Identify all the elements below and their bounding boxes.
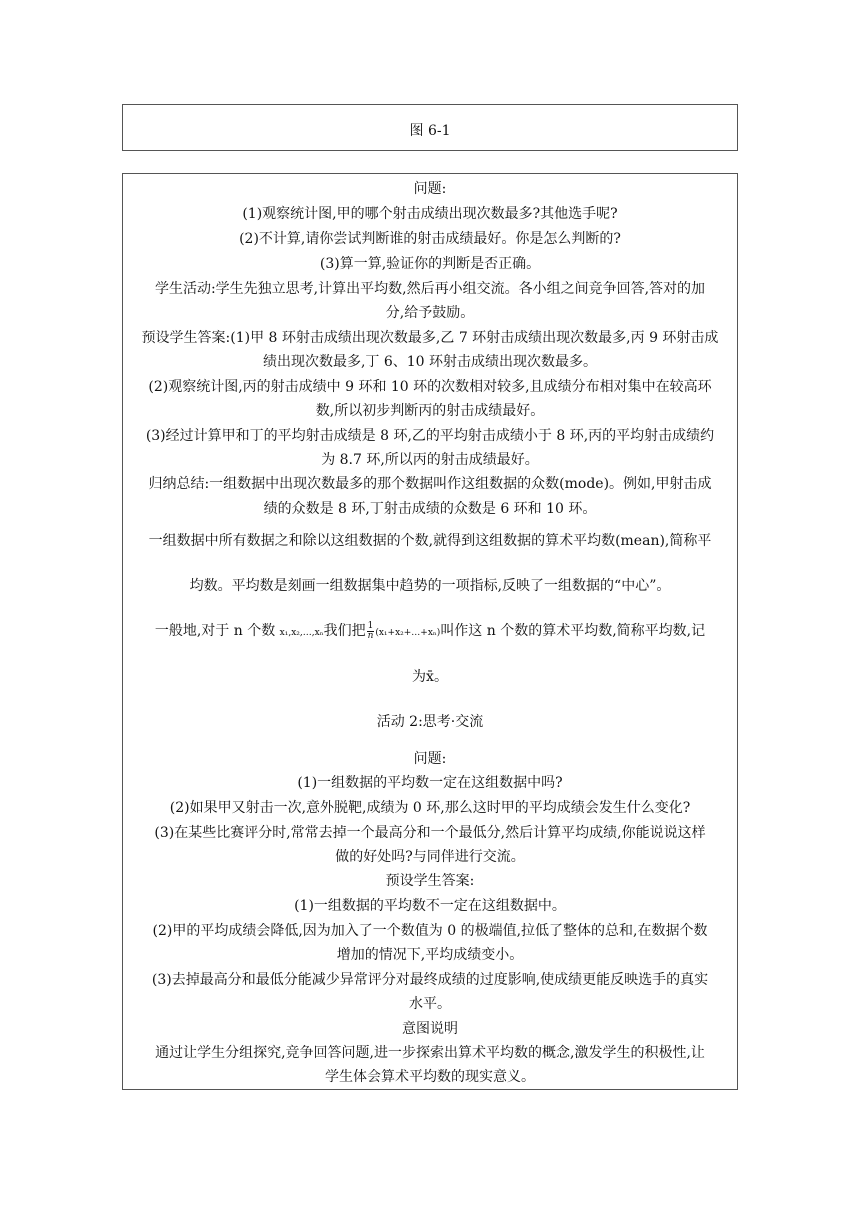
activity-2-answer-2-line-2: 增加的情况下,平均成绩变小。	[336, 947, 524, 963]
activity-2-answer-1: (1)一组数据的平均数不一定在这组数据中。	[294, 898, 566, 914]
activity-2-question-1: (1)一组数据的平均数一定在这组数据中吗?	[297, 775, 563, 791]
activity-2-answer-2-line-1: (2)甲的平均成绩会降低,因为加入了一个数值为 0 的极端值,拉低了整体的总和,在数据个数	[152, 923, 708, 939]
formula-line	[131, 621, 729, 643]
mean-definition-line-1: 一组数据中所有数据之和除以这组数据的个数,就得到这组数据的算术平均数(mean),简称平	[148, 533, 712, 549]
preset-answer-1-line-1: 预设学生答案:(1)甲 8 环射击成绩出现次数最多,乙 7 环射击成绩出现次数最多,丙 9 环射击成	[141, 330, 719, 346]
question-heading-2: 问题:	[413, 751, 447, 767]
intent-line-2: 学生体会算术平均数的现实意义。	[325, 1069, 535, 1085]
figure-caption: 图 6-1	[409, 123, 451, 139]
figure-box	[122, 104, 738, 151]
student-activity-line-2: 分,给予鼓励。	[385, 305, 475, 321]
intent-heading: 意图说明	[402, 1021, 458, 1037]
summary-line-1: 归纳总结:一组数据中出现次数最多的那个数据叫作这组数据的众数(mode)。例如,甲射击成	[148, 476, 712, 492]
question-1: (1)观察统计图,甲的哪个射击成绩出现次数最多?其他选手呢?	[242, 206, 618, 222]
content-box	[122, 173, 738, 1090]
preset-answer-2-line-1: (2)观察统计图,丙的射击成绩中 9 环和 10 环的次数相对较多,且成绩分布相对集中在较高环	[148, 379, 712, 395]
formula-prefix: 一般地,对于 n 个数	[154, 623, 280, 639]
intent-line-1: 通过让学生分组探究,竞争回答问题,进一步探索出算术平均数的概念,激发学生的积极性,让	[155, 1045, 705, 1061]
activity-2-question-3-line-2: 做的好处吗?与同伴进行交流。	[335, 849, 525, 865]
activity-2-question-2: (2)如果甲又射击一次,意外脱靶,成绩为 0 环,那么这时甲的平均成绩会发生什么变化?	[169, 800, 691, 816]
formula-line-2: 为x̄。	[412, 669, 448, 685]
activity-2-answer-3-line-2: 水平。	[409, 996, 451, 1012]
student-activity-line-1: 学生活动:学生先独立思考,计算出平均数,然后再小组交流。各小组之间竞争回答,答对的加	[154, 281, 706, 297]
activity-2-title: 活动 2:思考·交流	[376, 714, 484, 730]
activity-2-answer-3-line-1: (3)去掉最高分和最低分能减少异常评分对最终成绩的过度影响,使成绩更能反映选手的真实	[151, 972, 709, 988]
fraction-denominator: n	[367, 630, 374, 641]
preset-answer-2-line-2: 数,所以初步判断丙的射击成绩最好。	[315, 403, 545, 419]
formula-mid: 我们把	[323, 623, 366, 639]
fraction-numerator: 1	[367, 620, 374, 631]
formula-variables: x₁,x₂,…,xₙ	[279, 628, 324, 638]
question-heading: 问题:	[413, 181, 447, 197]
formula-suffix: 叫作这 n 个数的算术平均数,简称平均数,记	[440, 623, 706, 639]
activity-2-question-3-line-1: (3)在某些比赛评分时,常常去掉一个最高分和一个最低分,然后计算平均成绩,你能说说这样	[154, 825, 706, 841]
preset-answer-heading: 预设学生答案:	[385, 873, 475, 889]
question-3: (3)算一算,验证你的判断是否正确。	[319, 256, 541, 272]
preset-answer-1-line-2: 绩出现次数最多,丁 6、10 环射击成绩出现次数最多。	[262, 354, 598, 370]
preset-answer-3-line-2: 为 8.7 环,所以丙的射击成绩最好。	[321, 452, 539, 468]
mean-definition-line-2: 均数。平均数是刻画一组数据集中趋势的一项指标,反映了一组数据的“中心”。	[189, 578, 671, 594]
summary-line-2: 绩的众数是 8 环,丁射击成绩的众数是 6 环和 10 环。	[263, 501, 597, 517]
formula-sum: (x₁+x₂+…+xₙ)	[375, 628, 441, 638]
formula-fraction	[367, 622, 375, 641]
preset-answer-3-line-1: (3)经过计算甲和丁的平均射击成绩是 8 环,乙的平均射击成绩小于 8 环,丙的平均射击成绩约	[145, 428, 715, 444]
question-2: (2)不计算,请你尝试判断谁的射击成绩最好。你是怎么判断的?	[239, 231, 621, 247]
